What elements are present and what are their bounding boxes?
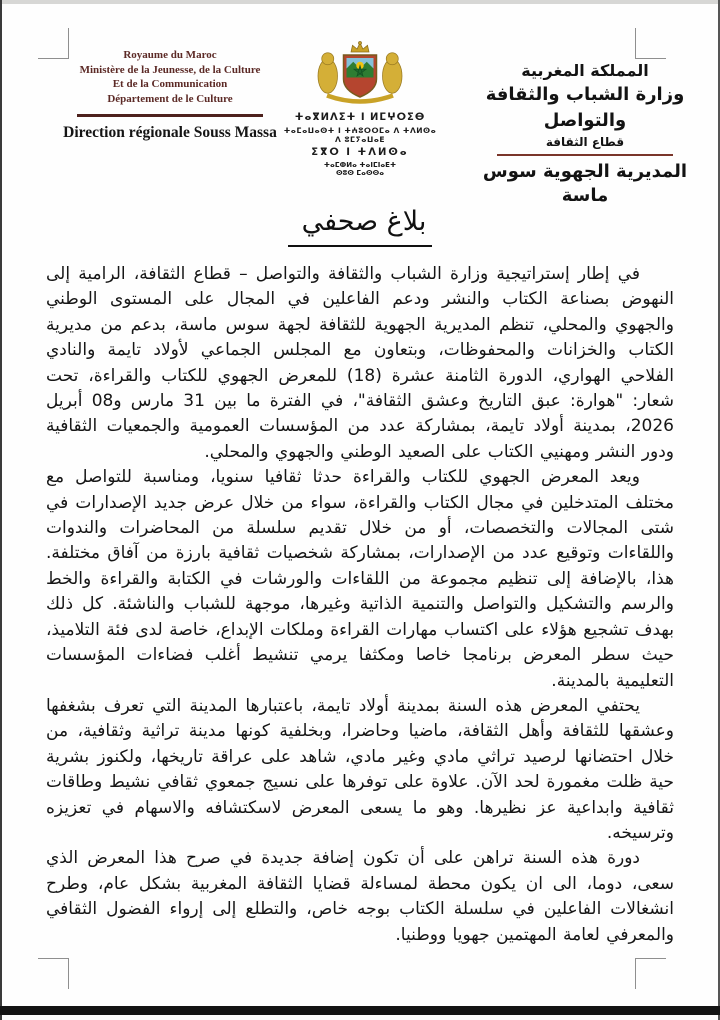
french-ministry-lines — [52, 48, 288, 106]
body-paragraph: في إطار إستراتيجية وزارة الشباب والثقافة والتواصل – قطاع الثقافة، الرامية إلى النهوض بصناعة الكتاب والنشر ودعم الفاعلين في المجال على المستوى الوطني والجهوي والمحلي، تنظم المديرية الجهوية للثقافة لجهة سوس ماسة، بدعم من مديرية الكتاب والخزانات والمحفوظات، وبتعاون مع المجلس الجماعي لأولاد تايمة والنادي الفلاحي الهواري، الدورة الثامنة عشرة (18) للمعرض الجهوي للكتاب والقراءة، تحت شعار: "هوارة: عبق التاريخ وعشق الثقافة"، في الفترة ما بين 31 مارس و08 أبريل 2026، بمدينة أولاد تايمة، بمشاركة عدد من المؤسسات العمومية والجمعيات الثقافية ودور النشر ومهنيي الكتاب على الصعيد الوطني والجهوي والمحلي. — [46, 264, 674, 462]
body-paragraph: دورة هذه السنة تراهن على أن تكون إضافة جديدة في صرح هذا المعرض الذي سعى، دوما، الى ان يكون محطة لمساءلة قضايا الثقافة المغربية بشكل عام، وطرح انشغالات الفاعلين في سلسلة الكتاب بوجه خاص، والتطلع إلى إرواء الفضول الثقافي والمعرفي لعامة المهتمين جهويا ووطنيا. — [46, 848, 674, 945]
scan-edge-top — [0, 0, 720, 4]
arabic-ministry-label: وزارة الشباب والثقافة والتواصل — [485, 84, 685, 131]
document-title — [0, 206, 720, 247]
french-ministry-line: Et de la Communication — [112, 78, 228, 90]
arabic-kingdom-label: المملكة المغربية — [521, 61, 649, 80]
direction-regionale-label: Direction régionale Souss Massa — [63, 124, 277, 141]
arabic-separator-rule — [497, 154, 673, 156]
tifinagh-kingdom-line: ⵜⴰⴳⵍⴷⵉⵜ ⵏ ⵍⵎⵖⵔⵉⴱ — [294, 112, 426, 123]
corner-mark-top-right — [635, 28, 666, 59]
header-french-block — [52, 48, 288, 142]
tifinagh-sector-line: ⵉⴳⵔ ⵏ ⵜⴷⵍⵙⴰ — [311, 147, 409, 158]
french-ministry-line: Royaume du Maroc — [123, 49, 217, 61]
header-logo-block — [280, 40, 440, 177]
arabic-directorate-label: المديرية الجهوية سوس ماسة — [482, 161, 688, 206]
scan-edge-bottom — [0, 1006, 720, 1015]
french-separator-rule — [77, 114, 263, 117]
document-title-text: بلاغ صحفي — [288, 206, 433, 247]
corner-mark-bottom-left — [38, 958, 69, 989]
french-ministry-line: Département de le Culture — [107, 92, 233, 105]
morocco-coat-of-arms-icon — [307, 40, 413, 106]
tifinagh-ministry-line: ⵜⴰⵎⴰⵡⴰⵙⵜ ⵏ ⵜⵄⵓⵔⵔⵎⴰ ⴷ ⵜⴷⵍⵙⴰ ⴷ ⵓⵎⵢⴰⵡⴰⴹ — [283, 126, 437, 144]
scan-edge-left — [0, 0, 2, 1020]
arabic-sector-label: قطاع الثقافة — [545, 135, 625, 149]
tifinagh-region-line: ⵙⵓⵙ ⵎⴰⵙⵙⴰ — [335, 169, 385, 177]
tifinagh-directorate-line: ⵜⴰⵎⵀⵍⴰ ⵜⴰⵏⵎⵏⴰⴹⵜ — [323, 161, 397, 169]
french-ministry-line: Ministère de la Jeunesse, de la Culture — [79, 63, 261, 76]
header-arabic-block — [468, 60, 702, 208]
press-release-body — [46, 262, 674, 948]
body-paragraph: ويعد المعرض الجهوي للكتاب والقراءة حدثا ثقافيا سنويا، ومناسبة للتواصل مع مختلف المتدخلين في مجال الكتاب والقراءة، سواء من خلال عرض جديد الإصدارات في شتى المجالات والتخصصات، أو من خلال تقديم سلسلة من المحاضرات والندوات واللقاءات وتوقيع عدد من الإصدارات، بمشاركة شخصيات ثقافية بارزة من آفاق مختلفة. هذا، بالإضافة إلى تنظيم مجموعة من اللقاءات والورشات في الكتابة والقراءة والخط والرسم والتشكيل والتواصل والتنمية الذاتية وغيرها، موجهة للشباب والناشئة. كل ذلك بهدف تشجيع هؤلاء على اكتساب مهارات القراءة وملكات الإبداع، خاصة لدى فئة التلاميذ، حيث سطر المعرض برنامجا خاصا ومكثفا يرمي تنشيط أغلب فضاءات المؤسسات التعليمية بالمدينة. — [46, 467, 674, 691]
corner-mark-bottom-right — [635, 958, 666, 989]
body-paragraph: يحتفي المعرض هذه السنة بمدينة أولاد تايمة، باعتبارها المدينة التي تعرف بشغفها وعشقها للثقافة وأهل الثقافة، ماضيا وحاضرا، وبخلفية كونها مدينة تراثية وثقافية، من خلال احتضانها لرصيد تراثي مادي وغير مادي، شاهد على عراقة تاريخها، ولكنوز بشرية حية ظلت مغمورة لحد الآن. علاوة على توفرها على نسيج جمعوي ثقافي نشيط وطاقات ثقافية وابداعية عز نظيرها. وهو ما يسعى المعرض لاسكتشافه والاسهام في تعزيزه وترسيخه. — [46, 695, 674, 843]
